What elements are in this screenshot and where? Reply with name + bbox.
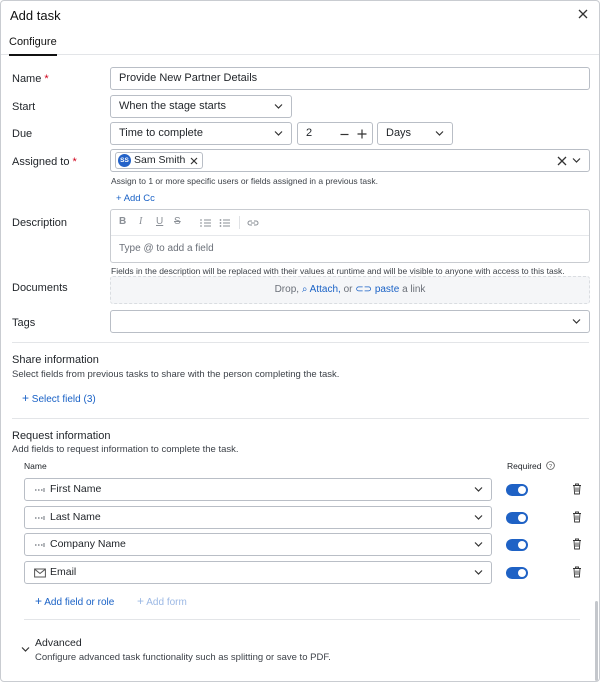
add-cc-button[interactable]: + Add Cc [116,193,155,204]
trash-icon[interactable] [572,566,582,578]
select-field-button[interactable]: + Select field (3) [22,391,96,405]
a-link-text: a link [402,284,426,295]
paste-link[interactable]: ⊂⊃ paste [355,284,400,295]
plus-icon[interactable] [357,129,367,139]
request-field-row[interactable] [24,478,492,501]
request-field-row[interactable] [24,561,492,584]
dialog-title: Add task [10,8,61,23]
avatar: SS [118,154,131,167]
description-placeholder: Type @ to add a field [119,243,214,254]
advanced-subtitle: Configure advanced task functionality such as splitting or save to PDF. [35,652,331,663]
assignee-chip [115,152,203,169]
toolbar-divider [239,216,240,229]
name-label: Name * [12,73,49,85]
tags-label: Tags [12,317,36,329]
remove-chip-icon[interactable] [190,157,198,165]
share-subtitle: Select fields from previous tasks to share with the person completing the task. [12,369,340,380]
due-unit-value: Days [386,127,412,139]
chevron-down-icon [274,130,283,137]
documents-label: Documents [12,282,68,294]
envelope-icon [34,568,46,578]
document-drop-zone[interactable] [110,276,590,304]
request-subtitle: Add fields to request information to complete the task. [12,444,239,455]
text-field-icon [34,513,46,523]
chevron-down-icon [435,130,444,137]
text-field-icon [34,540,46,550]
dialog-header [1,1,599,29]
chevron-down-icon [572,318,581,325]
tags-select[interactable] [110,310,590,333]
col-name-header: Name [24,461,47,471]
strikethrough-icon[interactable]: S [174,216,181,227]
chevron-down-icon [474,486,483,493]
clear-icon[interactable] [557,156,567,166]
required-toggle[interactable] [506,484,528,496]
bullet-list-icon[interactable] [219,218,231,228]
add-field-or-role-button[interactable]: + Add field or role [35,594,115,608]
description-help-text: Fields in the description will be replaced with their values at runtime and will be visible to anyone with access to this task. [111,266,565,276]
name-input[interactable]: Provide New Partner Details [110,67,590,90]
description-editor[interactable] [110,209,590,263]
chevron-down-icon [474,541,483,548]
due-unit-select[interactable] [377,122,453,145]
text-field-icon [34,485,46,495]
drop-text: Drop, [274,284,300,295]
tab-configure[interactable]: Configure [9,36,57,56]
tab-bar [1,29,599,55]
svg-text:?: ? [548,463,553,470]
or-text: or [343,284,353,295]
plus-icon: + [22,391,30,405]
assigned-help-text: Assign to 1 or more specific users or fields assigned in a previous task. [111,176,378,186]
plus-icon: + [35,594,43,608]
bold-icon[interactable]: B [119,216,127,227]
assigned-to-label: Assigned to * [12,156,77,168]
attach-link[interactable]: ⌕ Attach, [301,284,341,295]
start-select[interactable] [110,95,292,118]
description-label: Description [12,217,68,229]
chevron-down-icon[interactable] [21,646,30,653]
chevron-down-icon [474,514,483,521]
due-type-value: Time to complete [119,127,203,139]
advanced-title[interactable]: Advanced [35,637,82,649]
help-icon[interactable] [546,461,555,470]
plus-icon: + [116,193,122,204]
share-title: Share information [12,354,99,366]
required-toggle[interactable] [506,567,528,579]
chevron-down-icon [274,103,283,110]
close-icon[interactable] [575,6,591,22]
col-required-header: Required ? [507,461,555,471]
link-icon: ⊂⊃ [355,284,373,295]
due-amount-value: 2 [306,127,313,139]
due-type-select[interactable] [110,122,292,145]
editor-toolbar [111,210,589,236]
request-field-label: First Name [50,483,102,495]
assignee-input[interactable] [110,149,590,172]
divider [24,619,580,620]
request-field-label: Company Name [50,538,126,550]
request-field-label: Last Name [50,511,101,523]
paperclip-icon: ⌕ [301,284,308,295]
request-title: Request information [12,430,111,442]
divider [12,342,589,343]
add-form-button[interactable]: + Add form [137,594,187,608]
required-toggle[interactable] [506,539,528,551]
due-amount-stepper[interactable] [297,122,373,145]
trash-icon[interactable] [572,511,582,523]
chevron-down-icon[interactable] [572,157,581,164]
required-toggle[interactable] [506,512,528,524]
plus-icon: + [137,594,145,608]
start-label: Start [12,101,36,113]
request-field-label: Email [50,566,77,578]
underline-icon[interactable]: U [156,216,164,227]
chevron-down-icon [474,569,483,576]
numbered-list-icon[interactable] [200,218,212,228]
start-select-value: When the stage starts [119,100,226,112]
due-label: Due [12,128,33,140]
scrollbar-thumb[interactable] [595,601,598,681]
divider [12,418,589,419]
trash-icon[interactable] [572,483,582,495]
italic-icon[interactable]: I [139,216,143,227]
link-icon[interactable] [247,218,259,228]
request-field-row[interactable] [24,533,492,556]
assignee-name: Sam Smith [134,154,186,166]
minus-icon[interactable] [340,130,349,139]
request-field-row[interactable] [24,506,492,529]
trash-icon[interactable] [572,538,582,550]
